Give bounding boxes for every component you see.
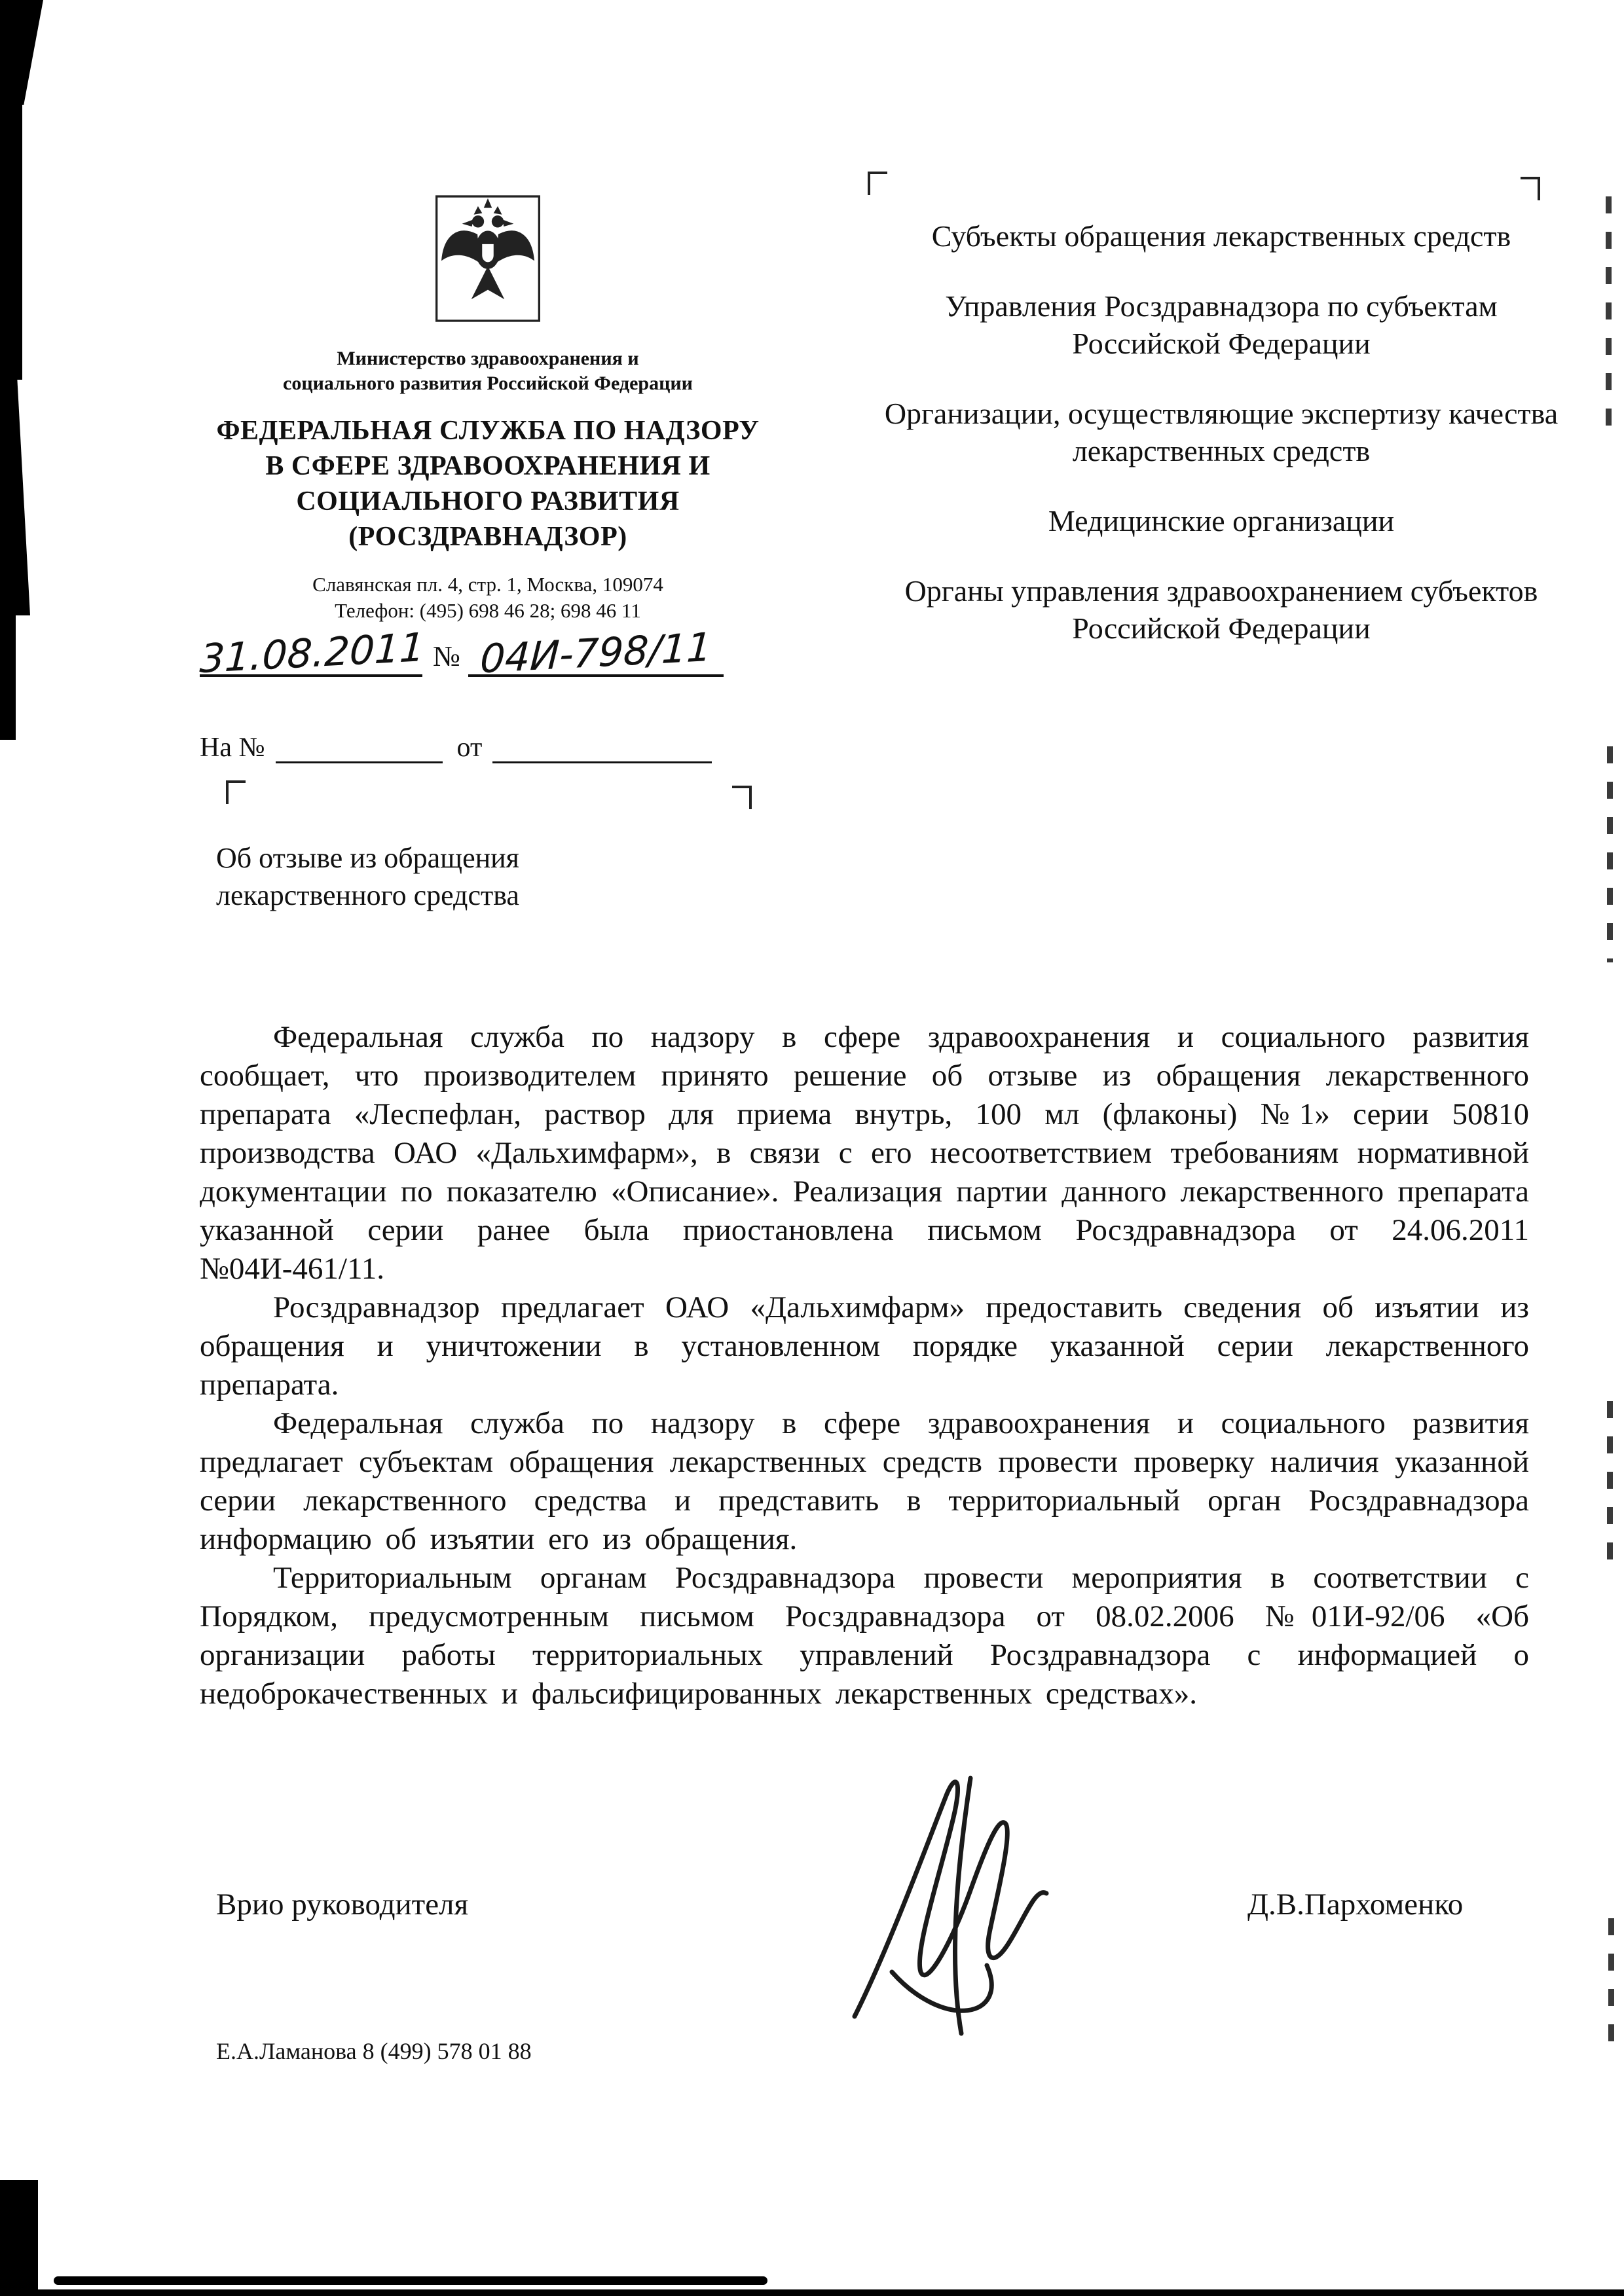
handwritten-number: 04И-798/11 [479, 624, 713, 683]
agency-line: (РОСЗДРАВНАДЗОР) [348, 522, 627, 552]
coat-of-arms-icon [432, 193, 544, 324]
agency-phone: Телефон: (495) 698 46 28; 698 46 11 [335, 599, 641, 622]
scan-artifact [54, 2276, 767, 2285]
corner-mark-icon [226, 780, 246, 804]
addressee: Органы управления здравоохранением субъектов Российской Федерации [904, 574, 1538, 645]
corner-mark-icon [1521, 177, 1540, 200]
body-paragraph: Федеральная служба по надзору в сфере здравоохранения и социального развития сообщает, что производителем принято решение об отзыве из обращения лекарственного препарата «Леспефлан, раствор для приема внутрь, 100 мл (флаконы) №1» серии 50810 производства ОАО «Дальхимфарм», в связи с его несоответствием требованиям нормативной документации по показателю «Описание». Реализация партии данного лекарственного препарата указанной серии ранее была приостановлена письмом Росздравнадзора от 24.06.2011 №04И-461/11. [200, 1020, 1529, 1286]
ministry-line: Министерство здравоохранения и [337, 348, 639, 369]
addressee: Субъекты обращения лекарственных средств [931, 219, 1511, 253]
agency-line: В СФЕРЕ ЗДРАВООХРАНЕНИЯ И [265, 451, 710, 481]
body-paragraph: Территориальным органам Росздравнадзора провести мероприятия в соответствии с Порядком, предусмотренным письмом Росздравнадзора от 08.02.2006 №01И-92/06 «Об организации работы территориальных управлений Росздравнадзора с информацией о недоброкачественных и фальсифицированных лекарственных средствах». [200, 1561, 1529, 1711]
incoming-number-blank [276, 733, 443, 763]
letterhead [196, 193, 779, 624]
number-sign-label: № [433, 640, 460, 672]
scan-artifact [0, 602, 16, 740]
agency-contact [196, 572, 779, 624]
incoming-from-label: от [456, 733, 483, 763]
subject-line: Об отзыве из обращения [216, 842, 519, 874]
body-paragraph: Федеральная служба по надзору в сфере здравоохранения и социального развития предлагает субъектам обращения лекарственных средств провести проверку наличия указанной серии лекарственного средства и представить в территориальный орган Росздравнадзора информацию об изъятии его из обращения. [200, 1406, 1529, 1556]
scan-artifact [0, 0, 43, 105]
scan-artifact [0, 2289, 1624, 2296]
incoming-reference-row [200, 732, 712, 763]
outgoing-number-row [198, 624, 809, 683]
outgoing-date-field [198, 624, 426, 683]
executor-contact: Е.А.Ламанова 8 (499) 578 01 88 [216, 2038, 532, 2064]
agency-address: Славянская пл. 4, стр. 1, Москва, 109074 [312, 573, 663, 596]
letter-body [200, 1018, 1529, 1713]
ministry-name [196, 346, 779, 396]
subject-line: лекарственного средства [216, 879, 519, 911]
agency-name [196, 413, 779, 555]
agency-line: ФЕДЕРАЛЬНАЯ СЛУЖБА ПО НАДЗОРУ [216, 416, 760, 446]
scan-artifact [1608, 1918, 1614, 2056]
scan-artifact [1606, 196, 1612, 432]
addressee: Управления Росздравнадзора по субъектам Российской Федерации [945, 289, 1498, 360]
scan-artifact [0, 367, 30, 615]
addressee: Организации, осуществляющие экспертизу качества лекарственных средств [884, 397, 1559, 467]
incoming-label: На № [200, 733, 265, 763]
subject [216, 839, 519, 914]
body-paragraph: Росздравнадзор предлагает ОАО «Дальхимфарм» предоставить сведения об изъятии из обращения и уничтожении в установленном порядке указанной серии лекарственного препарата. [200, 1290, 1529, 1402]
agency-line: СОЦИАЛЬНОГО РАЗВИТИЯ [296, 486, 680, 517]
incoming-date-blank [492, 733, 712, 763]
ministry-line: социального развития Российской Федерации [283, 373, 693, 394]
outgoing-number-field [468, 624, 724, 683]
scan-artifact [1607, 746, 1613, 962]
corner-mark-icon [732, 786, 752, 809]
signer-position: Врио руководителя [216, 1887, 469, 1922]
handwritten-signature-icon [792, 1755, 1133, 2043]
corner-mark-icon [868, 172, 887, 195]
signer-name: Д.В.Пархоменко [1247, 1887, 1464, 1922]
addressees [871, 217, 1572, 680]
scan-artifact [1607, 1401, 1613, 1571]
scan-artifact [0, 98, 22, 380]
scan-artifact [0, 2180, 38, 2296]
handwritten-date: 31.08.2011 [198, 624, 426, 683]
addressee: Медицинские организации [1048, 504, 1395, 538]
